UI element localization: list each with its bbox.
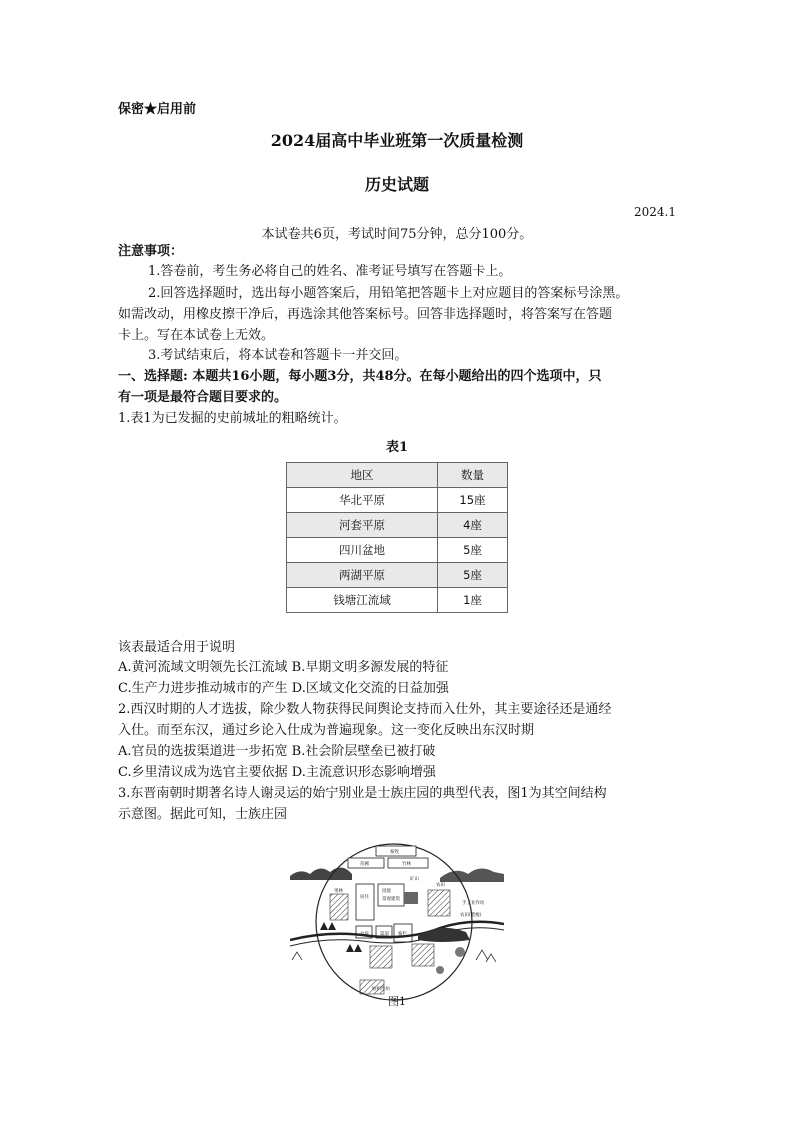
table-row xyxy=(287,563,508,588)
question-1-options-ab: A.黄河流域文明领先长江流域 B.早期文明多源发展的特征 xyxy=(118,660,449,675)
exam-date: 2024.1 xyxy=(634,205,676,219)
diagram-label: 竹林 xyxy=(402,862,411,867)
question-3-stem-cont: 示意图。据此可知，士族庄园 xyxy=(118,807,288,822)
diagram-label: 畜牧 xyxy=(390,850,399,855)
farm-field xyxy=(370,946,392,968)
table-1 xyxy=(283,436,511,620)
table-caption: 表1 xyxy=(385,440,409,455)
notes-heading: 注意事项： xyxy=(118,244,184,259)
section-heading-cont: 有一项是最符合题目要求的。 xyxy=(118,390,288,405)
diagram-label: 景观建筑 xyxy=(382,897,400,902)
table-row xyxy=(287,488,508,513)
grove xyxy=(436,966,444,974)
diagram-label: 居住 xyxy=(360,895,369,900)
table-cell: 华北平原 xyxy=(287,488,438,513)
table-cell: 钱塘江流域 xyxy=(287,588,438,613)
shrub-icon xyxy=(476,950,496,962)
dark-block xyxy=(404,892,418,904)
diagram-label: 畜栏 xyxy=(398,932,407,937)
mountain-left xyxy=(290,867,352,880)
table-header-region: 地区 xyxy=(287,463,438,488)
diagram-label: 纺织作坊 xyxy=(372,987,390,992)
question-1-options-cd: C.生产力进步推动城市的产生 D.区域文化交流的日益加强 xyxy=(118,681,449,696)
table-row xyxy=(287,513,508,538)
mountain-right xyxy=(440,868,504,882)
diagram-label: 矿山 xyxy=(410,877,419,882)
diagram-label: 渠道 xyxy=(380,932,389,937)
section-heading: 一、选择题: 本题共16小题，每小题3分，共48分。在每小题给出的四个选项中，只 xyxy=(118,369,602,384)
diagram-label: 仓库 xyxy=(360,932,369,937)
note-item-2-cont: 如需改动，用橡皮擦干净后，再选涂其他答案标号。回答非选择题时，将答案写在答题 xyxy=(118,307,613,322)
table-row xyxy=(287,538,508,563)
question-2-options-cd: C.乡里清议成为选官主要依据 D.主流意识形态影响增强 xyxy=(118,765,436,780)
table-cell: 5座 xyxy=(437,538,507,563)
orchard-field xyxy=(330,894,348,920)
question-2-options-ab: A.官员的选拔渠道进一步拓宽 B.社会阶层壁垒已被打破 xyxy=(118,744,436,759)
grove xyxy=(455,947,465,957)
exam-subject: 历史试题 xyxy=(364,175,429,194)
estate-diagram xyxy=(290,840,504,1012)
shrub-icon xyxy=(292,952,302,960)
tree-icon xyxy=(346,944,362,952)
table-header-row xyxy=(287,463,508,488)
table-cell: 两湖平原 xyxy=(287,563,438,588)
table-cell: 四川盆地 xyxy=(287,538,438,563)
table-cell: 4座 xyxy=(437,513,507,538)
figure-caption: 图1 xyxy=(388,995,406,1008)
table-header-count: 数量 xyxy=(437,463,507,488)
exam-title: 2024届高中毕业班第一次质量检测 xyxy=(270,131,524,150)
table-cell: 15座 xyxy=(437,488,507,513)
diagram-label: 农田(肥瘦) xyxy=(460,913,482,918)
tree-icon xyxy=(320,922,336,930)
question-3-stem: 3.东晋南朝时期著名诗人谢灵运的始宁别业是士族庄园的典型代表，图1为其空间结构 xyxy=(118,786,607,801)
table-cell: 1座 xyxy=(437,588,507,613)
diagram-label: 苗圃 xyxy=(360,862,369,867)
diagram-label: 手工业作坊 xyxy=(462,901,485,906)
question-1-lead: 该表最适合用于说明 xyxy=(118,640,236,655)
table-row xyxy=(287,588,508,613)
question-1-stem: 1.表1为已发掘的史前城址的粗略统计。 xyxy=(118,411,347,426)
note-item-3: 3.考试结束后，将本试卷和答题卡一并交回。 xyxy=(148,348,408,363)
note-item-1: 1.答卷前，考生务必将自己的姓名、准考证号填写在答题卡上。 xyxy=(148,264,512,279)
hill xyxy=(418,928,470,942)
question-2-stem-cont: 入仕。而至东汉，通过乡论入仕成为普遍现象。这一变化反映出东汉时期 xyxy=(118,723,535,738)
landscape-building xyxy=(378,884,404,906)
note-item-2-cont2: 卡上。写在本试卷上无效。 xyxy=(118,328,275,343)
exam-meta: 本试卷共6页，考试时间75分钟，总分100分。 xyxy=(261,227,533,242)
farm-field xyxy=(428,890,450,916)
farm-field xyxy=(412,944,434,966)
confidential-mark: 保密★启用前 xyxy=(118,102,197,117)
table-cell: 5座 xyxy=(437,563,507,588)
table-cell: 河套平原 xyxy=(287,513,438,538)
diagram-label: 农田 xyxy=(436,883,445,888)
diagram-label: 园庭 xyxy=(382,889,391,894)
question-2-stem: 2.西汉时期的人才选拔，除少数人物获得民间舆论支持而入仕外，其主要途径还是通经 xyxy=(118,702,612,717)
note-item-2: 2.回答选择题时，选出每小题答案后，用铅笔把答题卡上对应题目的答案标号涂黑。 xyxy=(148,286,629,301)
diagram-label: 果林 xyxy=(334,889,343,894)
residence-building xyxy=(356,884,374,920)
